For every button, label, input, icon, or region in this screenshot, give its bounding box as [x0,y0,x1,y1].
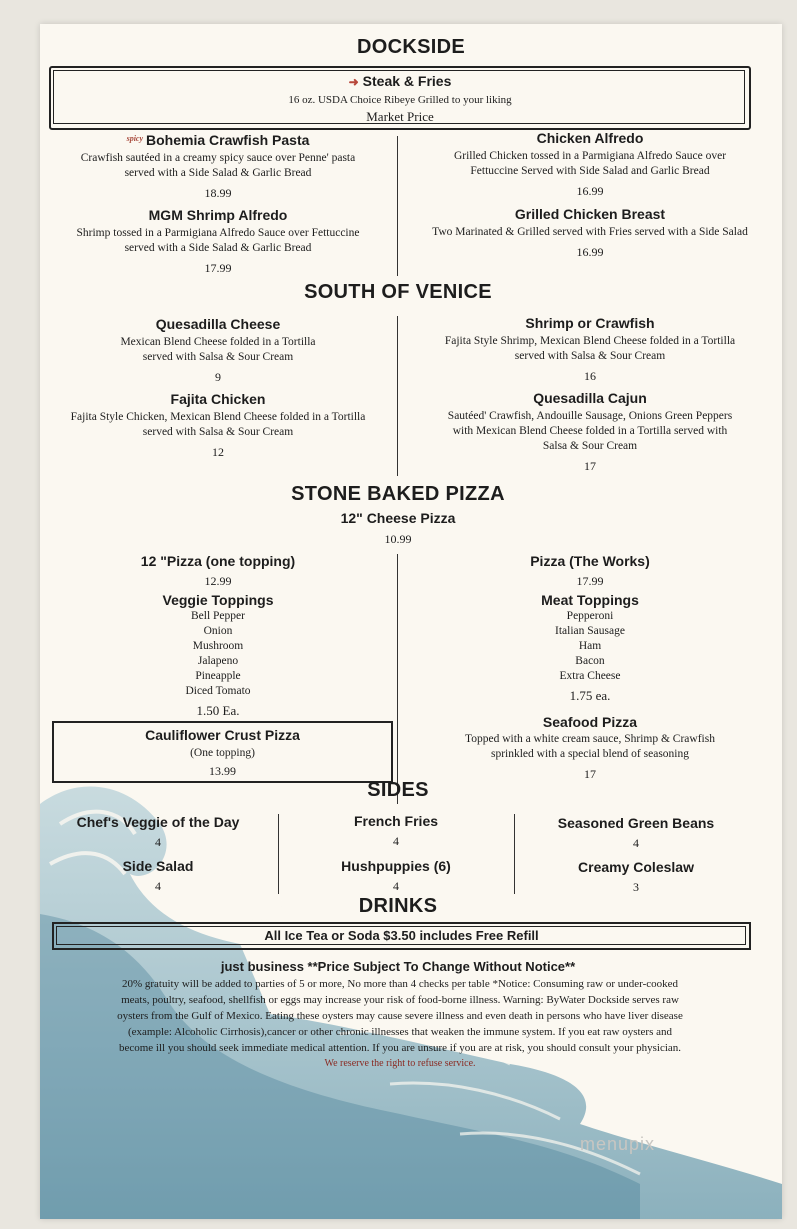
venice-heading: SOUTH OF VENICE [304,281,492,303]
item-price: 12 [212,445,224,459]
item-desc: Two Marinated & Grilled served with Fries served with a Side Salad [432,226,748,238]
fine-print-line: become ill you should seek immediate medical attention. If you are unsure if you are at risk, you should consult your physician. [118,1042,682,1054]
dockside-heading: DOCKSIDE [357,36,465,58]
item-price: 18.99 [204,186,232,200]
item-name: MGM Shrimp Alfredo [148,207,288,223]
item-name: Seasoned Green Beans [557,815,715,831]
menu-item [40,510,756,547]
fine-print-line: oysters from the Gulf of Mexico. Eating these oysters may cause severe illness and even death in persons who have liver disease [117,1010,683,1022]
item-desc: Fajita Style Shrimp, Mexican Blend Cheese folded in a Tortilla [444,335,736,347]
topping-item: Pepperoni [566,610,614,622]
menu-item [398,206,782,260]
featured-box [49,66,751,130]
menu-item [40,316,396,385]
item-price: 16 [584,369,596,383]
menu-item [40,858,276,894]
item-price: 9 [215,370,221,384]
menu-item [40,132,396,201]
price-notice: just business **Price Subject To Change Without Notice** [220,959,576,974]
item-name: Chicken Alfredo [536,130,644,146]
item-price: 16.99 [576,184,604,198]
menu-item [398,130,782,199]
arrow-icon: ➜ [348,75,359,89]
item-desc: (One topping) [190,747,255,759]
item-desc: Topped with a white cream sauce, Shrimp & Crawfish [465,733,715,745]
featured-title [51,73,749,89]
item-desc: served with Salsa & Sour Cream [142,351,294,363]
pizza-left-column [40,553,396,719]
item-price: 4 [155,835,161,849]
topping-item: Mushroom [192,640,244,652]
reserve-note: We reserve the right to refuse service. [324,1058,476,1069]
item-desc: Fettuccine Served with Side Salad and Garlic Bread [470,165,710,177]
menu-item [398,315,782,384]
cauliflower-box [52,721,393,783]
item-price: 4 [633,836,639,850]
item-name: Creamy Coleslaw [578,859,694,875]
item-name: Grilled Chicken Breast [514,206,666,222]
topping-item: Pineapple [195,670,241,682]
drinks-banner-text: All Ice Tea or Soda $3.50 includes Free Refill [264,928,539,943]
item-name: Chef's Veggie of the Day [76,814,240,830]
menu-page [40,24,782,1219]
item-price: 13.99 [209,764,236,778]
item-name: Hushpuppies (6) [341,858,451,874]
item-price: 1.50 Ea. [196,703,240,718]
item-desc: Shrimp tossed in a Parmigiana Alfredo Sauce over Fettuccine [76,227,360,239]
item-price: 4 [155,879,161,893]
fine-print-line: 20% gratuity will be added to parties of 5 or more, No more than 4 checks per table *Notice: Consuming raw or under-cooked [121,978,679,990]
item-price: 1.75 ea. [569,688,611,703]
item-desc: Fajita Style Chicken, Mexican Blend Cheese folded in a Tortilla [70,411,366,423]
item-name: Fajita Chicken [170,391,266,407]
menu-item [280,858,512,894]
topping-item: Bell Pepper [191,610,245,622]
spicy-tag: spicy [126,134,144,143]
menu-item [280,813,512,849]
item-price: 17.99 [204,261,232,275]
topping-item: Ham [578,640,602,652]
menu-item [40,814,276,850]
item-price: 16.99 [576,245,604,259]
item-desc: Grilled Chicken tossed in a Parmigiana Alfredo Sauce over [453,150,727,162]
drinks-banner [52,922,751,950]
item-name: Veggie Toppings [162,592,274,608]
topping-item: Diced Tomato [185,685,251,697]
item-name: Meat Toppings [541,592,639,608]
item-name: Quesadilla Cajun [533,390,647,406]
item-name: Cauliflower Crust Pizza [145,727,300,743]
topping-item: Jalapeno [197,655,239,667]
sides-heading: SIDES [367,779,429,801]
item-name: Quesadilla Cheese [155,316,281,332]
item-desc: served with Salsa & Sour Cream [514,350,666,362]
item-desc: served with Salsa & Sour Cream [142,426,294,438]
item-price: 10.99 [384,532,412,546]
item-price: 12.99 [204,574,232,588]
featured-price: Market Price [366,109,434,124]
item-name: 12" Cheese Pizza [340,510,456,526]
featured-desc: 16 oz. USDA Choice Ribeye Grilled to your liking [288,94,512,106]
item-desc: with Mexican Blend Cheese folded in a Tortilla served with [452,425,728,437]
pizza-heading: STONE BAKED PIZZA [291,483,505,505]
menu-item [40,207,396,276]
item-desc: Salsa & Sour Cream [542,440,638,452]
watermark: menupix [580,1134,656,1154]
item-name: Pizza (The Works) [530,553,650,569]
fine-print-line: (example: Alcoholic Cirrhosis),cancer or other chronic illnesses that weaken the immune system. If you eat raw oysters and [127,1026,673,1038]
item-price: 4 [393,879,399,893]
topping-item: Bacon [575,655,605,667]
item-name: Side Salad [122,858,194,874]
item-desc: served with a Side Salad & Garlic Bread [124,167,312,179]
featured-name: Steak & Fries [362,73,452,89]
item-desc: Crawfish sautéed in a creamy spicy sauce over Penne' pasta [80,152,356,164]
column-divider [514,814,515,894]
menu-item [398,390,782,474]
topping-item: Extra Cheese [559,670,621,682]
item-name: Seafood Pizza [542,714,638,730]
topping-item: Italian Sausage [555,625,625,637]
item-desc: served with a Side Salad & Garlic Bread [124,242,312,254]
column-divider [278,814,279,894]
item-desc: Mexican Blend Cheese folded in a Tortilla [120,336,316,348]
fine-print [50,976,750,1072]
item-price: 17.99 [576,574,604,588]
item-price: 17 [584,459,596,473]
item-desc: sprinkled with a special blend of seasoning [490,748,689,760]
topping-item: Onion [203,625,233,637]
fine-print-line: meats, poultry, seafood, shellfish or eggs may increase your risk of food-borne illness. Warning: ByWater Dockside serves raw [121,994,679,1006]
drinks-heading: DRINKS [358,895,438,917]
item-price: 4 [393,834,399,848]
item-price: 3 [633,880,639,894]
menu-item [40,391,396,460]
item-name: French Fries [353,813,439,829]
pizza-right-column [398,553,782,782]
item-name: Shrimp or Crawfish [525,315,655,331]
item-price: 17 [584,767,596,781]
item-desc: Sautéed' Crawfish, Andouille Sausage, Onions Green Peppers [447,410,733,422]
item-name: Bohemia Crawfish Pasta [146,132,310,148]
item-name: 12 "Pizza (one topping) [140,553,296,569]
menu-item [516,815,756,851]
menu-item [516,859,756,895]
